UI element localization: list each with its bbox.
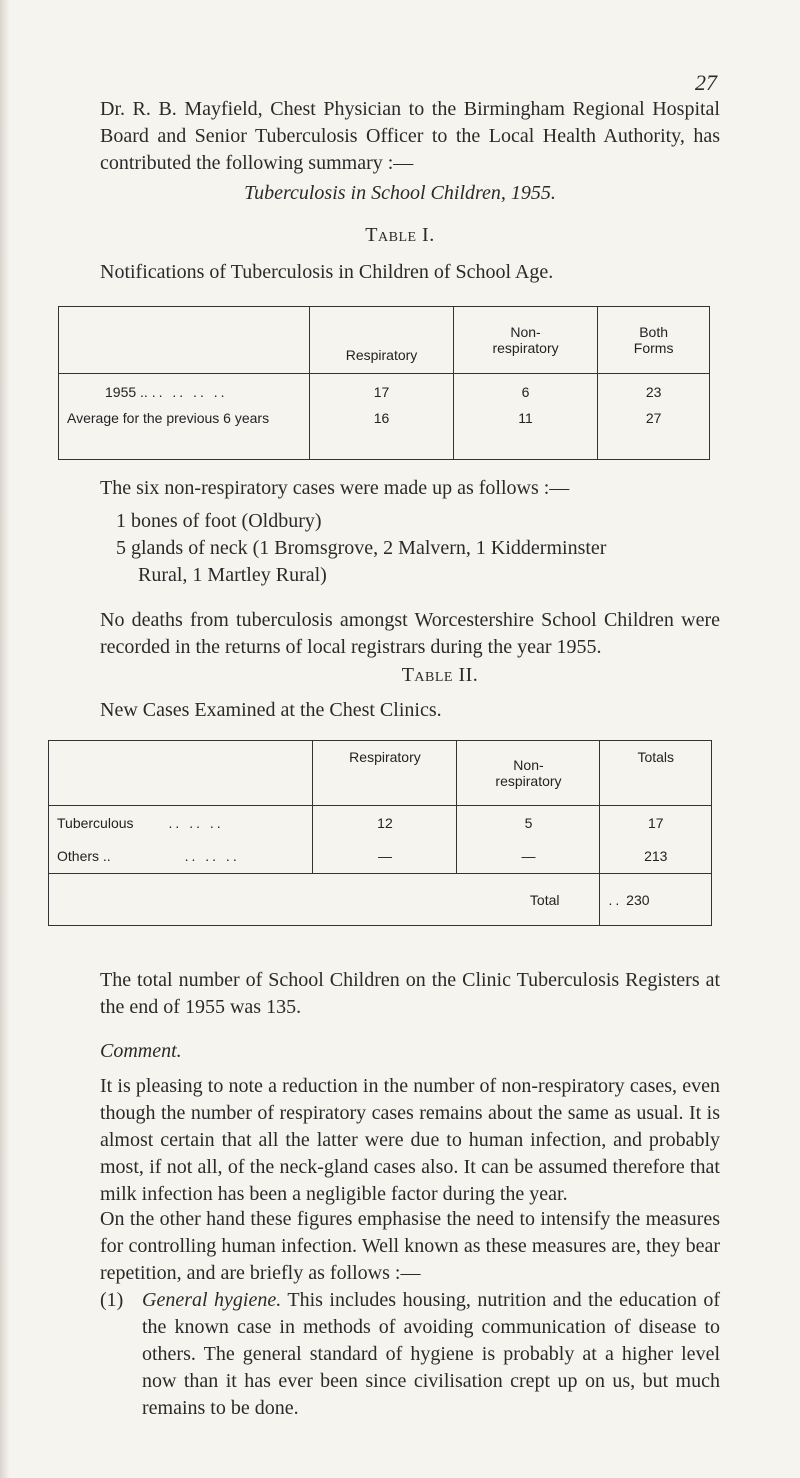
- table2-cell: 17: [600, 806, 712, 840]
- table1-header-row: [59, 307, 710, 374]
- table1-col-respiratory: Respiratory: [310, 307, 454, 374]
- table2-total-label: Total: [49, 874, 600, 926]
- table2-row-label: Tuberculous .. .. ..: [49, 806, 313, 840]
- table1-cell: 6: [453, 374, 597, 410]
- comment-heading: Comment.: [100, 1040, 182, 1062]
- table1-heading: Table I.: [365, 224, 435, 246]
- table2-cell: —: [313, 840, 457, 874]
- table2-corner: [49, 741, 313, 806]
- list-item-1: [142, 1287, 720, 1422]
- table1-cell: 17: [310, 374, 454, 410]
- table2-row-label: Others .. .. .. ..: [49, 840, 313, 874]
- table2-col-nonrespiratory: Non- respiratory: [457, 741, 600, 806]
- registers-paragraph: The total number of School Children on the Clinic Tuberculosis Registers at the end of 1955 was 135.: [100, 969, 720, 1018]
- case-list-item: 5 glands of neck (1 Bromsgrove, 2 Malvern, 1 Kidderminster: [116, 537, 607, 559]
- list-item-text: This includes housing, nutrition and the education of the known case in methods of avoiding communication of disease to others. The general standard of hygiene is probably at a higher level now than it has ever been since civilisation crept up on us, but much remains to be done.: [142, 1289, 720, 1419]
- table1-col-nonrespiratory: Non- respiratory: [453, 307, 597, 374]
- subtitle: Tuberculosis in School Children, 1955.: [244, 182, 556, 204]
- table1-cell: 27: [598, 410, 710, 460]
- case-list-item: 1 bones of foot (Oldbury): [116, 510, 322, 532]
- table1-row-1955: [59, 374, 710, 410]
- intro-paragraph: Dr. R. B. Mayfield, Chest Physician to the Birmingham Regional Hospital Board and Senior Tuberculosis Officer to the Local Health Authority, has contributed the following summary :—: [100, 98, 720, 174]
- list-item-number: (1): [100, 1289, 124, 1311]
- table2-cell: 5: [457, 806, 600, 840]
- page-number: 27: [695, 70, 717, 95]
- table1: [58, 306, 710, 460]
- table2-cell: 213: [600, 840, 712, 874]
- nonrespiratory-intro: The six non-respiratory cases were made up as follows :—: [100, 477, 570, 499]
- table1-row-label: 1955 .. .. .. .. ..: [59, 374, 310, 410]
- table1-caption: Notifications of Tuberculosis in Children of School Age.: [100, 261, 554, 283]
- table1-cell: 11: [453, 410, 597, 460]
- table2-total-value: .. 230: [600, 874, 712, 926]
- comment-paragraph-1: It is pleasing to note a reduction in the number of non-respiratory cases, even though the number of respiratory cases remains about the same as usual. It is almost certain that all the latter were due to human infection, and probably most, if not all, of the neck-gland cases also. It can be assumed therefore that milk infection has been a negligible factor during the year.: [100, 1075, 720, 1205]
- case-list-item-continued: Rural, 1 Martley Rural): [138, 564, 327, 586]
- table2-caption: New Cases Examined at the Chest Clinics.: [100, 699, 442, 721]
- table1-cell: 16: [310, 410, 454, 460]
- table2: [48, 740, 712, 926]
- table2-cell: 12: [313, 806, 457, 840]
- page-binding-shadow: [0, 0, 10, 1478]
- table1-col-both: Both Forms: [598, 307, 710, 374]
- table2-row-others: [49, 840, 712, 874]
- table2-heading: Table II.: [401, 664, 479, 686]
- list-item-title: General hygiene.: [142, 1289, 282, 1311]
- comment-paragraph-2: On the other hand these figures emphasise the need to intensify the measures for controlling human infection. Well known as these measures are, they bear repetition, and are briefly as follows :—: [100, 1208, 720, 1284]
- table2-col-totals: Totals: [600, 741, 712, 806]
- table2-row-tuberculous: [49, 806, 712, 840]
- table2-header-row: [49, 741, 712, 806]
- table1-row-average: [59, 410, 710, 460]
- table2-col-respiratory: Respiratory: [313, 741, 457, 806]
- no-deaths-paragraph: No deaths from tuberculosis amongst Worcestershire School Children were recorded in the returns of local registrars during the year 1955.: [100, 609, 720, 658]
- table1-corner: [59, 307, 310, 374]
- table1-cell: 23: [598, 374, 710, 410]
- table2-cell: —: [457, 840, 600, 874]
- table1-row-label: Average for the previous 6 years: [59, 410, 310, 460]
- table2-total-row: [49, 874, 712, 926]
